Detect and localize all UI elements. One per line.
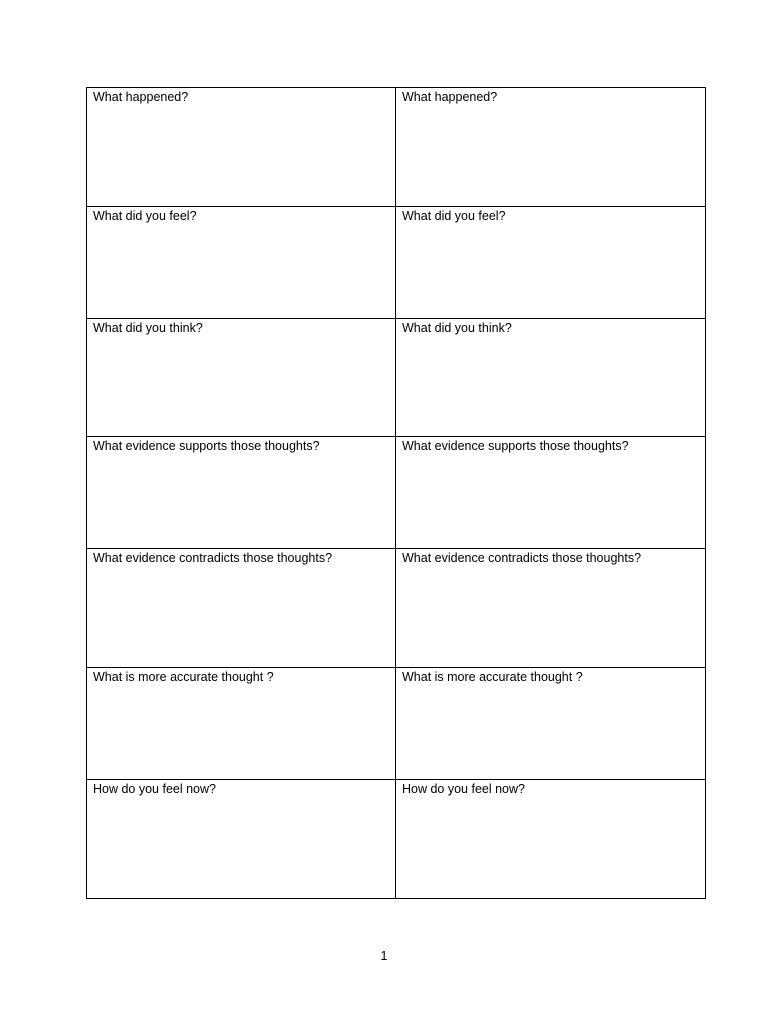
table-cell: What happened?	[396, 88, 706, 207]
table-cell: What evidence supports those thoughts?	[87, 437, 396, 549]
table-row	[87, 88, 706, 207]
table-row	[87, 549, 706, 668]
table-cell: What evidence supports those thoughts?	[396, 437, 706, 549]
table-cell: What evidence contradicts those thoughts?	[87, 549, 396, 668]
table-cell: What did you think?	[87, 319, 396, 437]
table-cell: How do you feel now?	[87, 780, 396, 899]
table-cell: What happened?	[87, 88, 396, 207]
table-row	[87, 780, 706, 899]
table-cell: What is more accurate thought ?	[87, 668, 396, 780]
table-cell: What did you feel?	[396, 207, 706, 319]
table-cell: What evidence contradicts those thoughts?	[396, 549, 706, 668]
table-row	[87, 437, 706, 549]
thought-record-table	[86, 87, 706, 899]
table-row	[87, 668, 706, 780]
page-number: 1	[380, 949, 388, 963]
table-cell: What did you think?	[396, 319, 706, 437]
table-cell: What did you feel?	[87, 207, 396, 319]
table-row	[87, 207, 706, 319]
table-cell: How do you feel now?	[396, 780, 706, 899]
table-cell: What is more accurate thought ?	[396, 668, 706, 780]
table-row	[87, 319, 706, 437]
